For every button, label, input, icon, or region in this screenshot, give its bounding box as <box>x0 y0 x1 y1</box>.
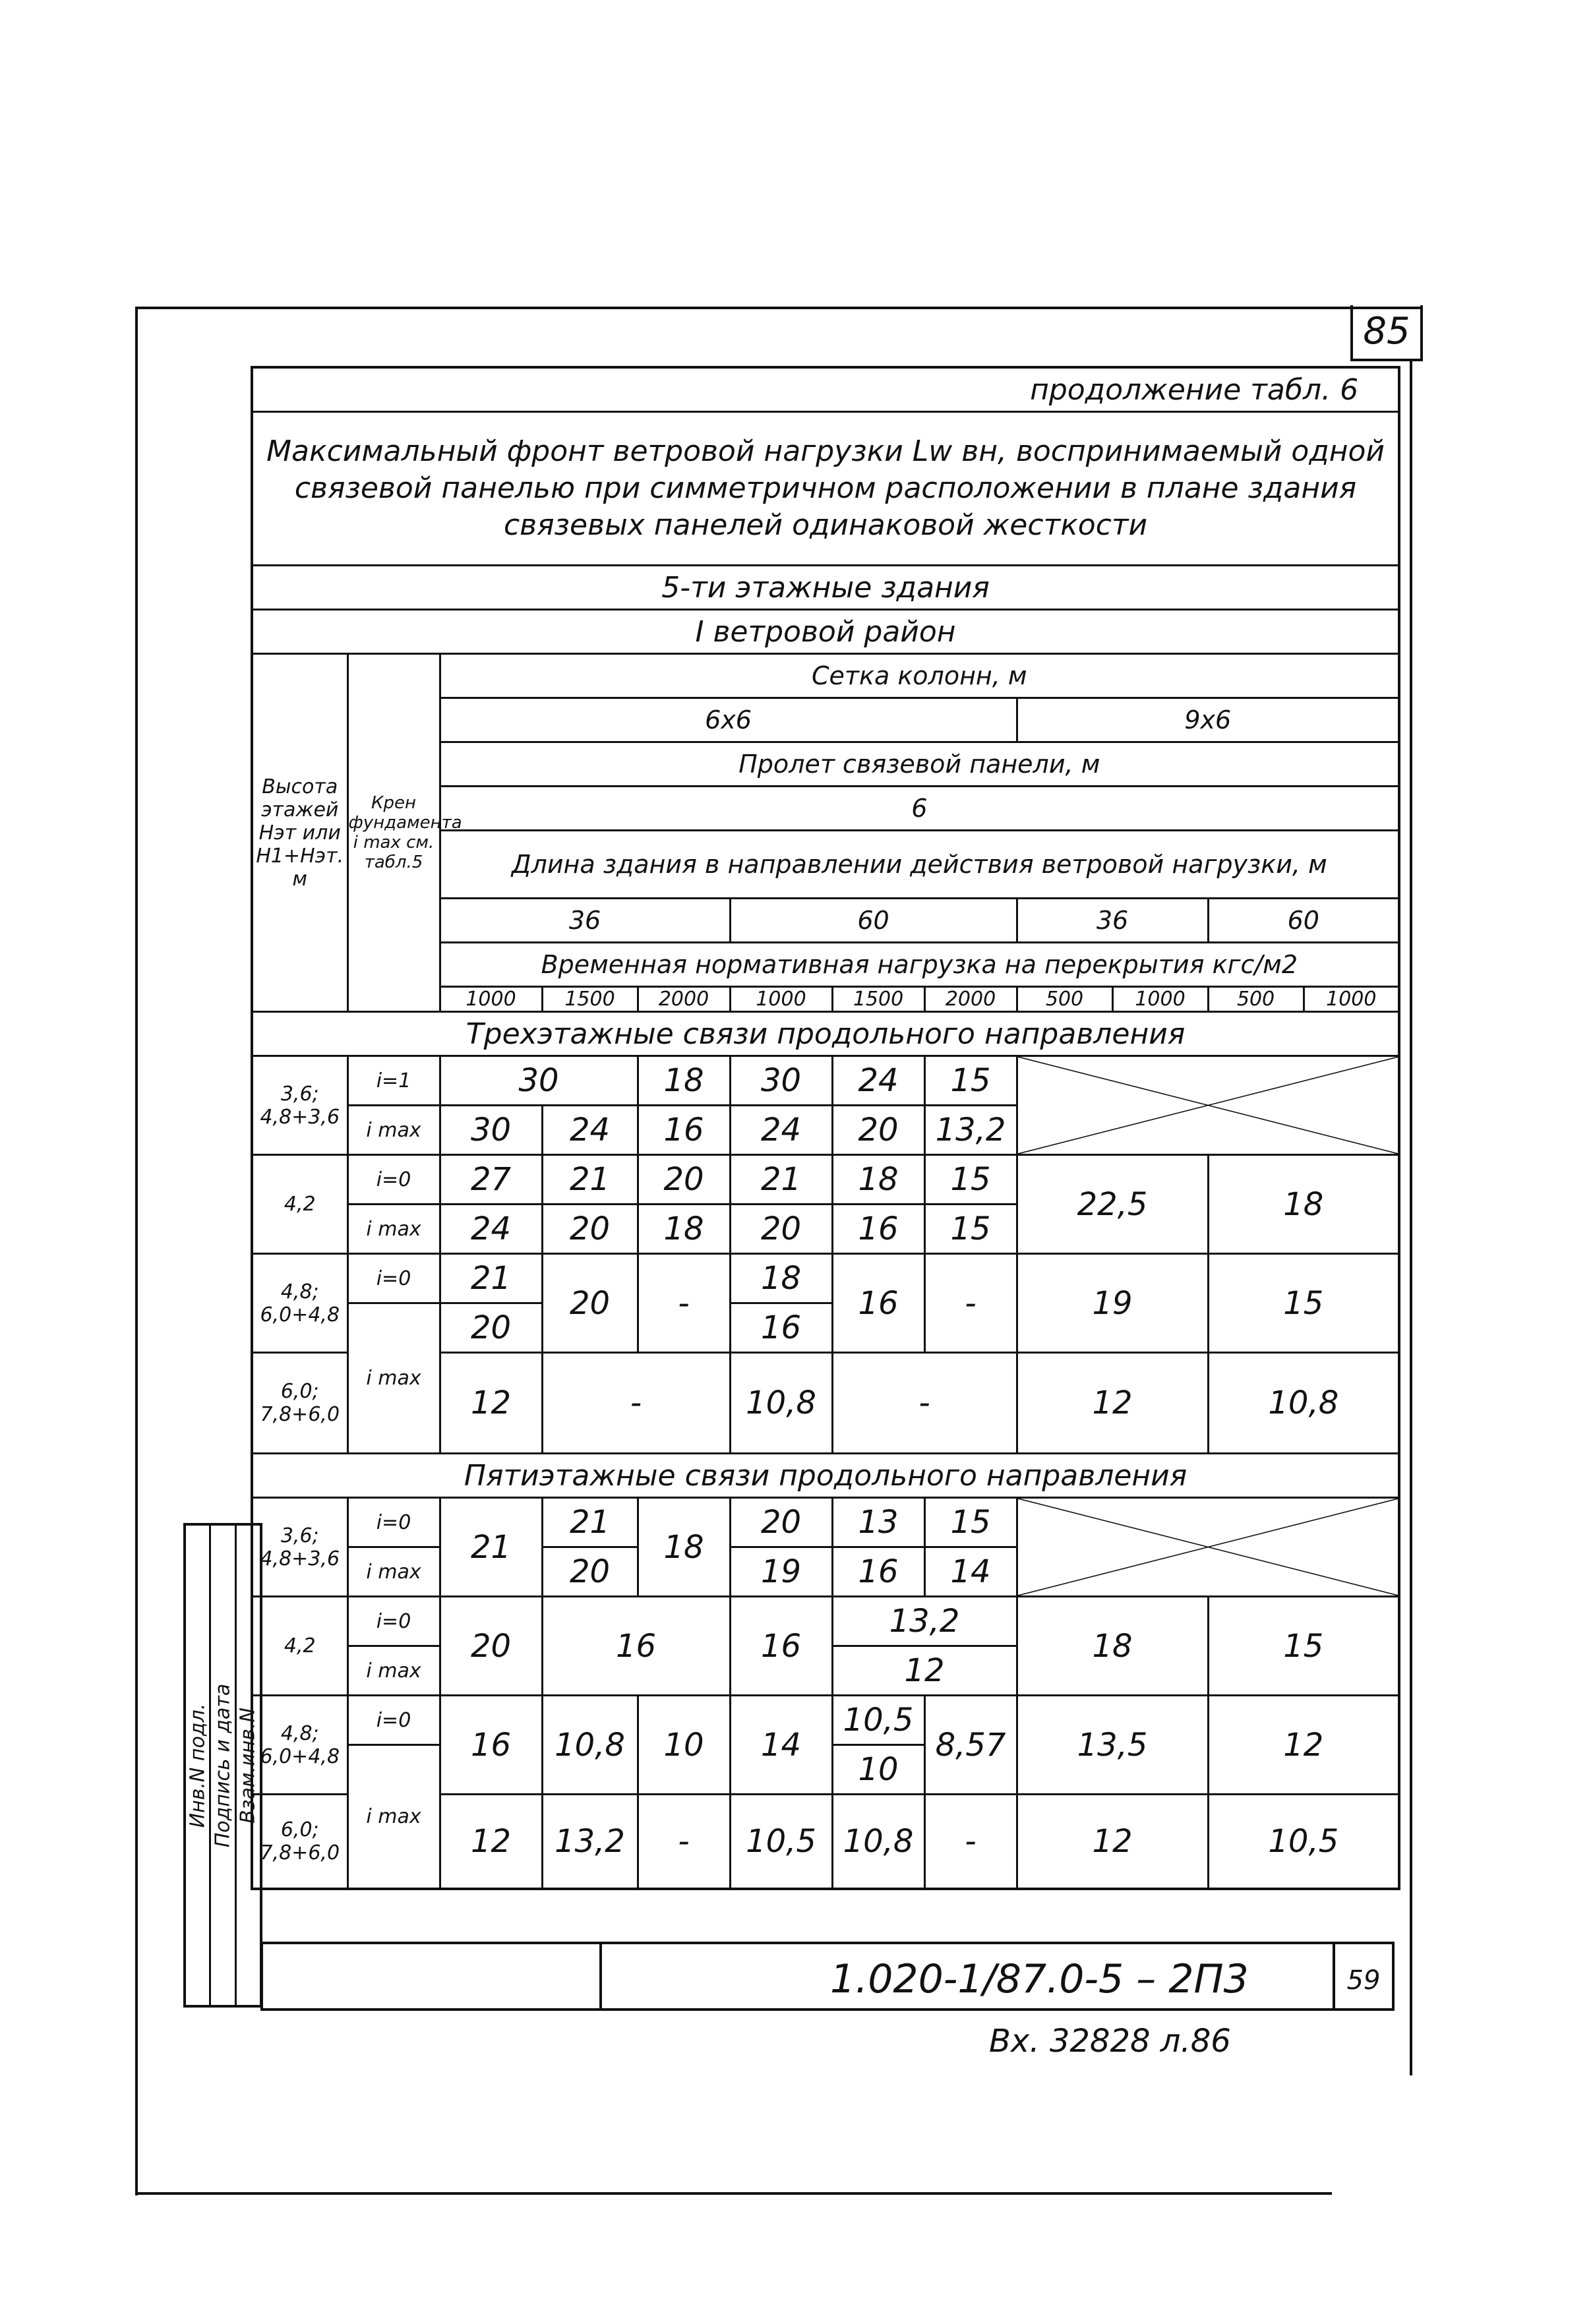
s2-r3-imax: i max <box>347 1745 440 1890</box>
left-margin-strip <box>183 1523 262 2008</box>
load-8: 1000 <box>1112 987 1208 1012</box>
strip-label-sign: Подпись и дата <box>211 1683 235 1847</box>
cell: 30 <box>440 1056 638 1106</box>
cell: 15 <box>924 1205 1017 1254</box>
s2-r3-i1: i=0 <box>347 1696 440 1745</box>
building-type: 5-ти этажные здания <box>252 566 1399 610</box>
load-label: Временная нормативная нагрузка на перекрытия кгс/м2 <box>440 943 1399 987</box>
continuation-label: продолжение табл. 6 <box>252 367 1399 412</box>
page-number: 85 <box>1350 305 1423 361</box>
cell: 18 <box>638 1498 730 1597</box>
cell: 27 <box>440 1155 542 1205</box>
cell: 13,2 <box>924 1106 1017 1155</box>
grid-label: Сетка колонн, м <box>440 654 1399 698</box>
cell: 10,5 <box>1208 1795 1399 1890</box>
cell: 10,5 <box>832 1696 924 1745</box>
cell: 18 <box>1017 1597 1208 1696</box>
cell: 16 <box>832 1205 924 1254</box>
cell: 21 <box>440 1498 542 1597</box>
cell: 20 <box>542 1254 638 1353</box>
cell: 18 <box>1208 1155 1399 1254</box>
cell: 13 <box>832 1498 924 1547</box>
right-rail <box>1410 361 1412 2075</box>
s1-r2-i1: i=0 <box>347 1155 440 1205</box>
cell: 13,5 <box>1017 1696 1208 1795</box>
s2-r4-height: 6,0; 7,8+6,0 <box>252 1795 347 1890</box>
cell: 30 <box>730 1056 832 1106</box>
cell: - <box>542 1353 730 1454</box>
s1-r3-height: 4,8; 6,0+4,8 <box>252 1254 347 1353</box>
length-4: 60 <box>1208 899 1399 943</box>
cell: 24 <box>440 1205 542 1254</box>
cell: 18 <box>730 1254 832 1303</box>
cell: 12 <box>1208 1696 1399 1795</box>
col-tilt-header: Крен фундамента i max см. табл.5 <box>347 654 440 1012</box>
cell: 20 <box>730 1205 832 1254</box>
cell: 8,57 <box>924 1696 1017 1795</box>
col-height-header: Высота этажей Нэт или Н1+Нэт. м <box>252 654 347 1012</box>
cell: 20 <box>440 1303 542 1353</box>
span-label: Пролет связевой панели, м <box>440 742 1399 787</box>
strip-col <box>237 1526 260 2005</box>
s2-r2-i1: i=0 <box>347 1597 440 1646</box>
cell: - <box>832 1353 1017 1454</box>
s2-r1-height: 3,6; 4,8+3,6 <box>252 1498 347 1597</box>
cell: 21 <box>542 1498 638 1547</box>
span-value: 6 <box>440 787 1399 831</box>
s2-r3-height: 4,8; 6,0+4,8 <box>252 1696 347 1795</box>
load-3: 2000 <box>638 987 730 1012</box>
cell: - <box>924 1254 1017 1353</box>
cell: 10,8 <box>542 1696 638 1795</box>
cell: 18 <box>832 1155 924 1205</box>
cell: 20 <box>440 1597 542 1696</box>
cell: 30 <box>440 1106 542 1155</box>
load-4: 1000 <box>730 987 832 1012</box>
table-caption: Максимальный фронт ветровой нагрузки Lw вн, воспринимаемый одной связевой панелью при симметричном расположении в плане здания связевых панелей одинаковой жесткости <box>252 412 1399 566</box>
title-block <box>260 1942 1395 2011</box>
registration-mark: Вх. 32828 л.86 <box>989 2023 1231 2060</box>
cell: 12 <box>440 1795 542 1890</box>
cell: - <box>638 1254 730 1353</box>
load-2: 1500 <box>542 987 638 1012</box>
cell: 16 <box>440 1696 542 1795</box>
load-10: 1000 <box>1304 987 1399 1012</box>
cell: 10,8 <box>1208 1353 1399 1454</box>
empty-cross-cell <box>1017 1056 1399 1155</box>
s2-r1-i2: i max <box>347 1547 440 1597</box>
cell: 16 <box>730 1303 832 1353</box>
cell: 20 <box>832 1106 924 1155</box>
cell: 14 <box>924 1547 1017 1597</box>
strip-col <box>211 1526 236 2005</box>
cell: 16 <box>730 1597 832 1696</box>
cell: 10 <box>832 1745 924 1795</box>
cell: - <box>924 1795 1017 1890</box>
load-7: 500 <box>1017 987 1112 1012</box>
cell: 21 <box>730 1155 832 1205</box>
cell: 16 <box>542 1597 730 1696</box>
grid-b: 9х6 <box>1017 698 1399 742</box>
document-code: 1.020-1/87.0-5 – 2П3 <box>830 1956 1249 2002</box>
cell: 21 <box>440 1254 542 1303</box>
length-label: Длина здания в направлении действия ветровой нагрузки, м <box>440 831 1399 899</box>
stamp-divider <box>599 1944 602 2008</box>
s1-r4-height: 6,0; 7,8+6,0 <box>252 1353 347 1454</box>
cell: 20 <box>638 1155 730 1205</box>
cell: 10,8 <box>832 1795 924 1890</box>
cell: 24 <box>832 1056 924 1106</box>
cell: 15 <box>924 1056 1017 1106</box>
cell: 16 <box>832 1254 924 1353</box>
cell: 14 <box>730 1696 832 1795</box>
cell: 20 <box>730 1498 832 1547</box>
s1-r1-height: 3,6; 4,8+3,6 <box>252 1056 347 1155</box>
empty-cross-cell <box>1017 1498 1399 1597</box>
strip-label-replace: Взам.инв.N <box>236 1707 260 1824</box>
load-table <box>251 366 1400 1890</box>
length-1: 36 <box>440 899 730 943</box>
cell: 18 <box>638 1205 730 1254</box>
cell: 20 <box>542 1205 638 1254</box>
cell: 10 <box>638 1696 730 1795</box>
cell: 10,5 <box>730 1795 832 1890</box>
cell: 24 <box>542 1106 638 1155</box>
grid-a: 6х6 <box>440 698 1017 742</box>
cell: 15 <box>1208 1254 1399 1353</box>
cell: 20 <box>542 1547 638 1597</box>
load-1: 1000 <box>440 987 542 1012</box>
section-2-title: Пятиэтажные связи продольного направления <box>252 1454 1399 1498</box>
load-9: 500 <box>1208 987 1304 1012</box>
s1-r3-i1: i=0 <box>347 1254 440 1303</box>
cell: 19 <box>730 1547 832 1597</box>
cell: 21 <box>542 1155 638 1205</box>
strip-col <box>186 1526 211 2005</box>
length-3: 36 <box>1017 899 1208 943</box>
cell: 12 <box>1017 1795 1208 1890</box>
s1-r1-i2: i max <box>347 1106 440 1155</box>
cell: 16 <box>638 1106 730 1155</box>
cell: 10,8 <box>730 1353 832 1454</box>
sheet-number: 59 <box>1333 1944 1392 2008</box>
s2-r2-i2: i max <box>347 1646 440 1696</box>
cell: 15 <box>1208 1597 1399 1696</box>
s1-r2-i2: i max <box>347 1205 440 1254</box>
cell: 22,5 <box>1017 1155 1208 1254</box>
bottom-frame-line <box>135 2192 1332 2195</box>
cell: 12 <box>832 1646 1017 1696</box>
cell: 15 <box>924 1155 1017 1205</box>
wind-region: I ветровой район <box>252 610 1399 654</box>
strip-label-inv: Инв.N подл. <box>186 1703 210 1828</box>
cell: 13,2 <box>542 1795 638 1890</box>
cell: 19 <box>1017 1254 1208 1353</box>
cell: 16 <box>832 1547 924 1597</box>
cell: 12 <box>440 1353 542 1454</box>
load-6: 2000 <box>924 987 1017 1012</box>
cell: 15 <box>924 1498 1017 1547</box>
cell: 18 <box>638 1056 730 1106</box>
load-5: 1500 <box>832 987 924 1012</box>
length-2: 60 <box>730 899 1017 943</box>
cell: 24 <box>730 1106 832 1155</box>
s1-r2-height: 4,2 <box>252 1155 347 1254</box>
cell: 12 <box>1017 1353 1208 1454</box>
cell: 13,2 <box>832 1597 1017 1646</box>
s2-r2-height: 4,2 <box>252 1597 347 1696</box>
section-1-title: Трехэтажные связи продольного направления <box>252 1012 1399 1056</box>
s1-r3-imax: i max <box>347 1303 440 1454</box>
cell: - <box>638 1795 730 1890</box>
s2-r1-i1: i=0 <box>347 1498 440 1547</box>
s1-r1-i1: i=1 <box>347 1056 440 1106</box>
